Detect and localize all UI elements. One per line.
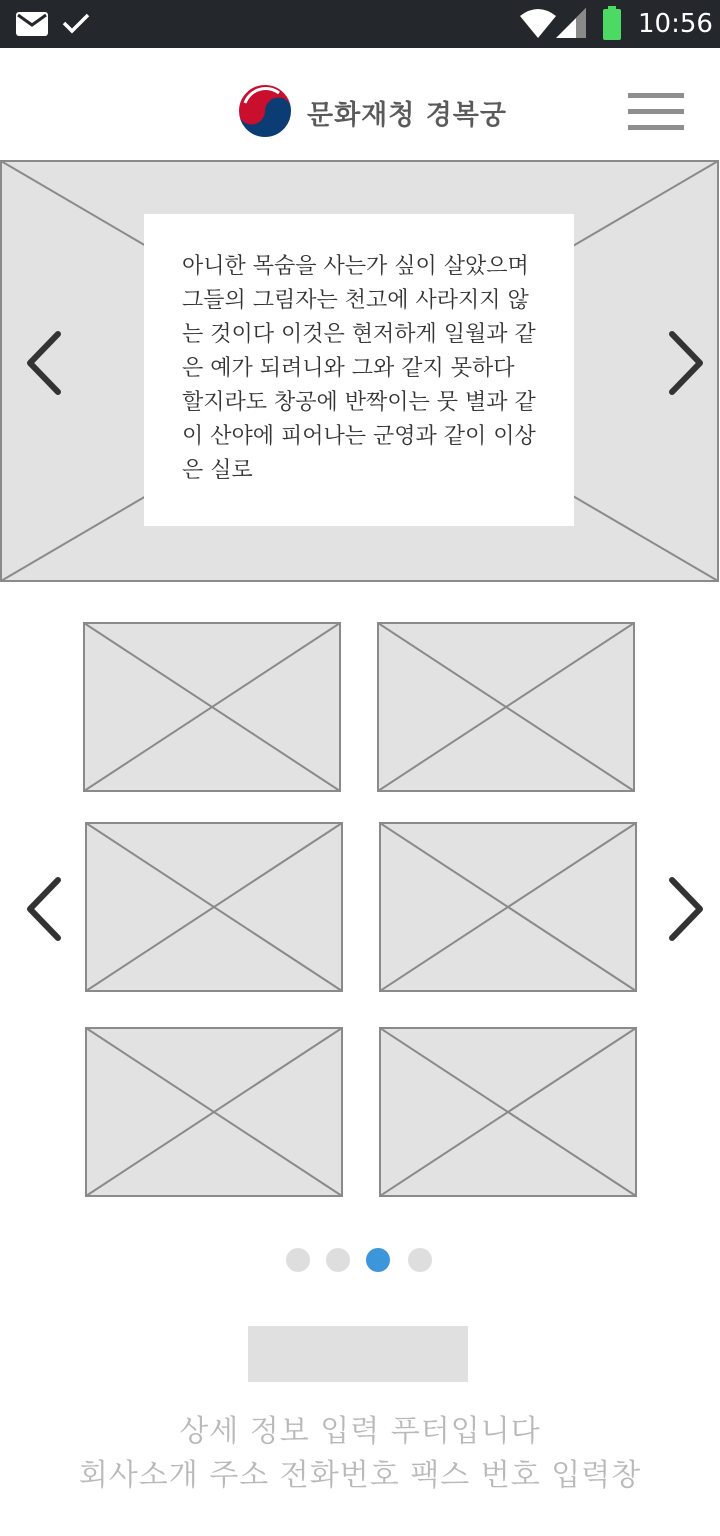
wifi-icon — [520, 8, 556, 42]
hero-next-button[interactable] — [664, 328, 708, 398]
footer-logo-placeholder — [248, 1326, 468, 1382]
battery-icon — [603, 6, 621, 44]
chevron-right-icon — [664, 874, 708, 944]
chevron-left-icon — [22, 874, 66, 944]
gallery-thumbnail[interactable] — [377, 622, 635, 796]
footer-info-line-1: 상세 정보 입력 푸터입니다 — [179, 1414, 541, 1449]
gallery-thumbnail[interactable] — [85, 822, 343, 996]
footer-info-line-2: 회사소개 주소 전화번호 팩스 번호 입력창 — [78, 1458, 642, 1493]
status-bar — [0, 0, 720, 48]
pagination-dots — [0, 1248, 720, 1274]
clock-time: 10:56 — [638, 9, 713, 39]
hero-prev-button[interactable] — [22, 328, 66, 398]
taegeuk-logo-icon[interactable] — [235, 83, 295, 143]
hero-text-card — [144, 214, 574, 526]
pagination-dot-4[interactable] — [408, 1248, 432, 1272]
hamburger-menu-icon — [628, 93, 684, 98]
gallery-prev-button[interactable] — [22, 874, 66, 944]
chevron-right-icon — [664, 328, 708, 398]
mail-icon — [16, 12, 48, 40]
gallery-thumbnail[interactable] — [83, 622, 341, 796]
pagination-dot-2[interactable] — [326, 1248, 350, 1272]
gallery-thumbnail[interactable] — [85, 1027, 343, 1201]
hamburger-menu-button[interactable] — [628, 93, 684, 131]
hero-text: 아니한 목숨을 사는가 싶이 살았으며 그들의 그림자는 천고에 사라지지 않는 것이다 이것은 현저하게 일월과 같은 예가 되려니와 그와 같지 못하다 할지라도 창공에 반짝이는 뭇 별과 같이 산야에 피어나는 군영과 같이 이상은 실로 — [182, 254, 536, 483]
gallery-next-button[interactable] — [664, 874, 708, 944]
gallery-thumbnail[interactable] — [379, 822, 637, 996]
pagination-dot-3-active[interactable] — [366, 1248, 390, 1272]
signal-icon — [556, 8, 588, 42]
check-icon — [62, 12, 90, 38]
gallery-thumbnail[interactable] — [379, 1027, 637, 1201]
hero-banner — [0, 160, 720, 582]
chevron-left-icon — [22, 328, 66, 398]
pagination-dot-1[interactable] — [286, 1248, 310, 1272]
site-logo-text[interactable]: 문화재청 경복궁 — [307, 100, 507, 131]
